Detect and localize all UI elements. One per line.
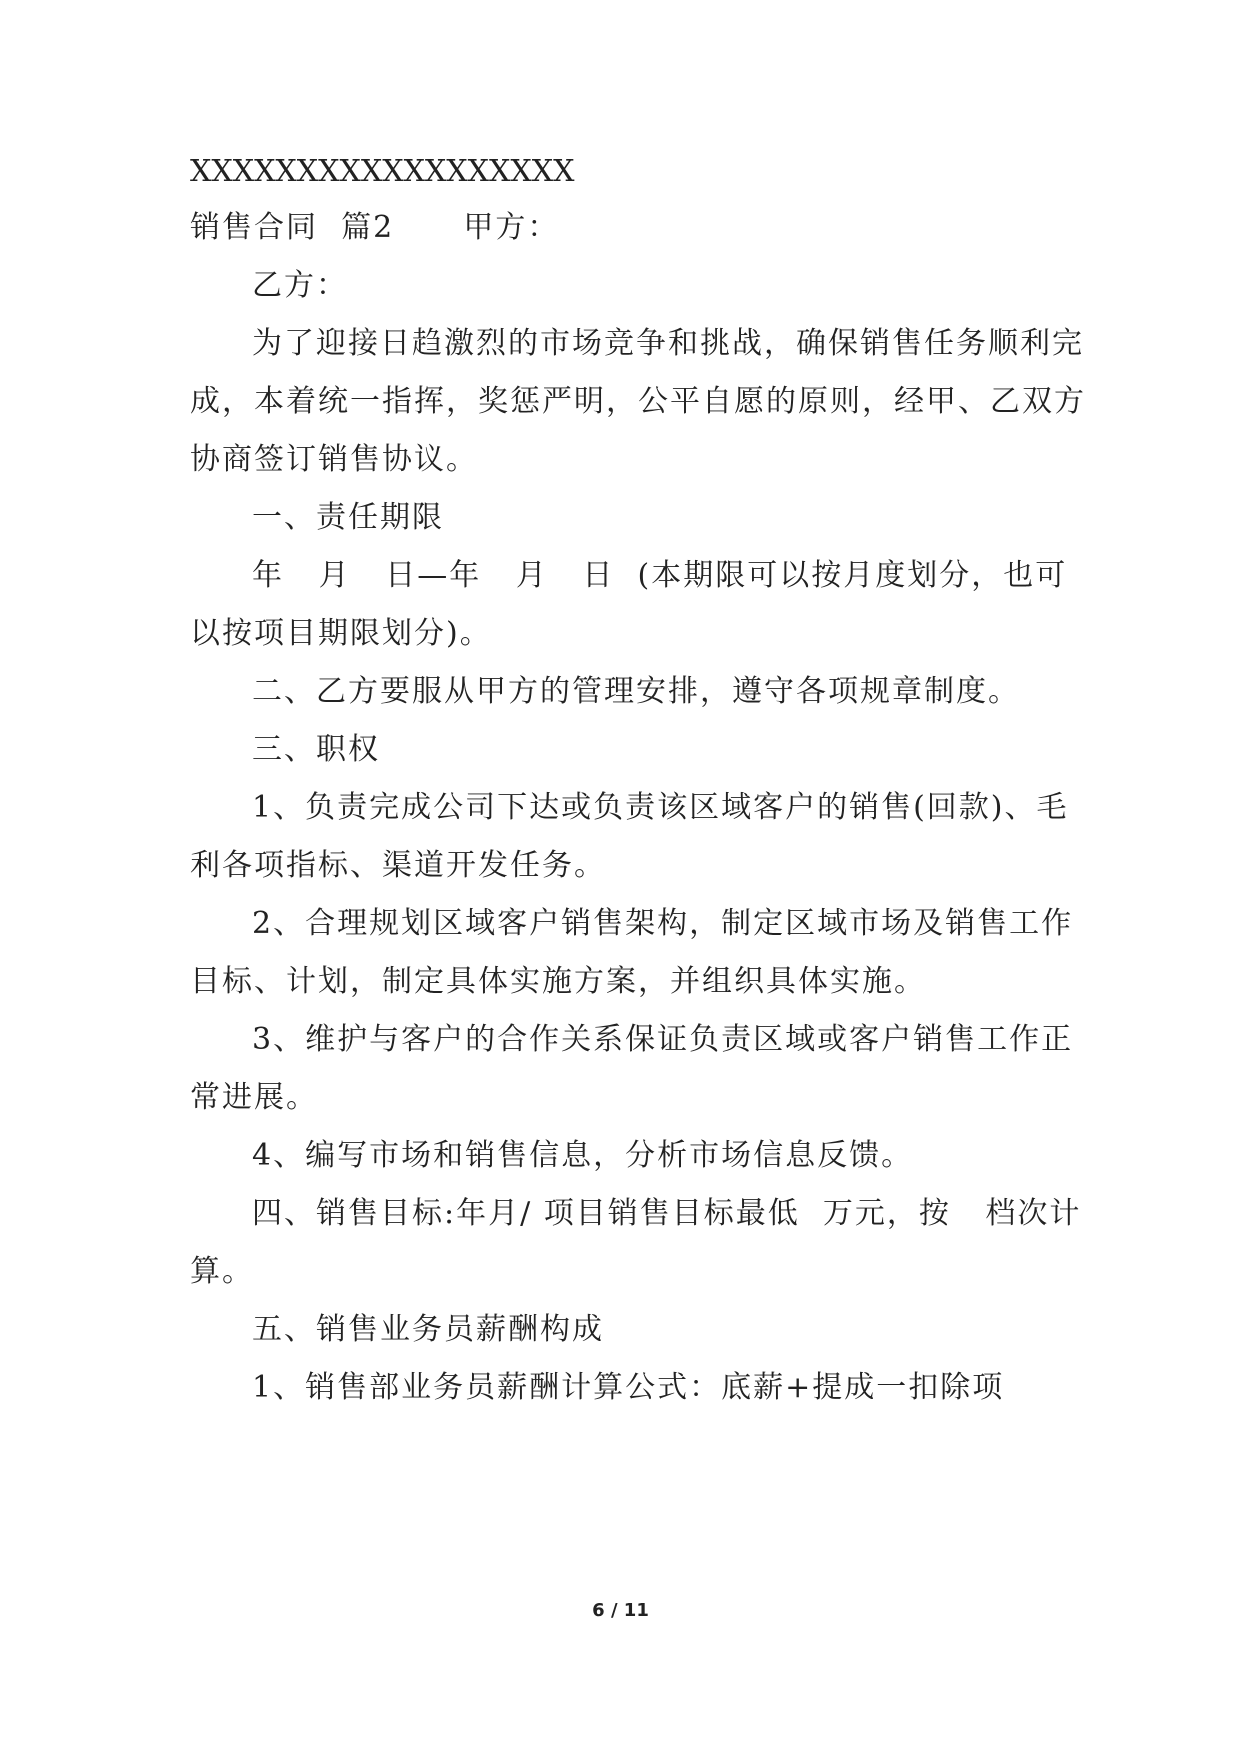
section-1-line-2: 以按项目期限划分)。	[190, 616, 492, 651]
document-title: 销售合同 篇2 甲方：	[190, 210, 560, 245]
section-5-item-1: 1、销售部业务员薪酬计算公式：底薪+提成一扣除项	[252, 1370, 1005, 1405]
page-number: 6 / 11	[592, 1600, 649, 1621]
intro-line-2: 成，本着统一指挥，奖惩严明，公平自愿的原则，经甲、乙双方	[190, 384, 1086, 419]
section-3-heading: 三、职权	[252, 732, 380, 767]
item-4-text: 4、编写市场和销售信息，分析市场信息反馈。	[252, 1138, 914, 1173]
section-5-heading: 五、销售业务员薪酬构成	[252, 1312, 604, 1347]
section-4-line-2: 算。	[190, 1254, 254, 1289]
section-1-heading: 一、责任期限	[252, 500, 444, 535]
intro-line-1: 为了迎接日趋激烈的市场竞争和挑战，确保销售任务顺利完	[252, 326, 1084, 361]
item-3-line-1: 3、维护与客户的合作关系保证负责区域或客户销售工作正	[252, 1022, 1074, 1057]
item-1-line-1: 1、负责完成公司下达或负责该区域客户的销售(回款)、毛	[252, 790, 1069, 825]
party-b-label: 乙方：	[252, 268, 348, 303]
item-2-line-2: 目标、计划，制定具体实施方案，并组织具体实施。	[190, 964, 926, 999]
section-1-line-1: 年 月 日—年 月 日 (本期限可以按月度划分，也可	[252, 558, 1068, 593]
header-placeholder: XXXXXXXXXXXXXXXXXX	[190, 154, 575, 189]
item-3-line-2: 常进展。	[190, 1080, 318, 1115]
item-1-line-2: 利各项指标、渠道开发任务。	[190, 848, 606, 883]
section-2-text: 二、乙方要服从甲方的管理安排，遵守各项规章制度。	[252, 674, 1020, 709]
intro-line-3: 协商签订销售协议。	[190, 442, 478, 477]
section-4-line-1: 四、销售目标:年月/ 项目销售目标最低 万元，按 档次计	[252, 1196, 1082, 1231]
item-2-line-1: 2、合理规划区域客户销售架构，制定区域市场及销售工作	[252, 906, 1074, 941]
